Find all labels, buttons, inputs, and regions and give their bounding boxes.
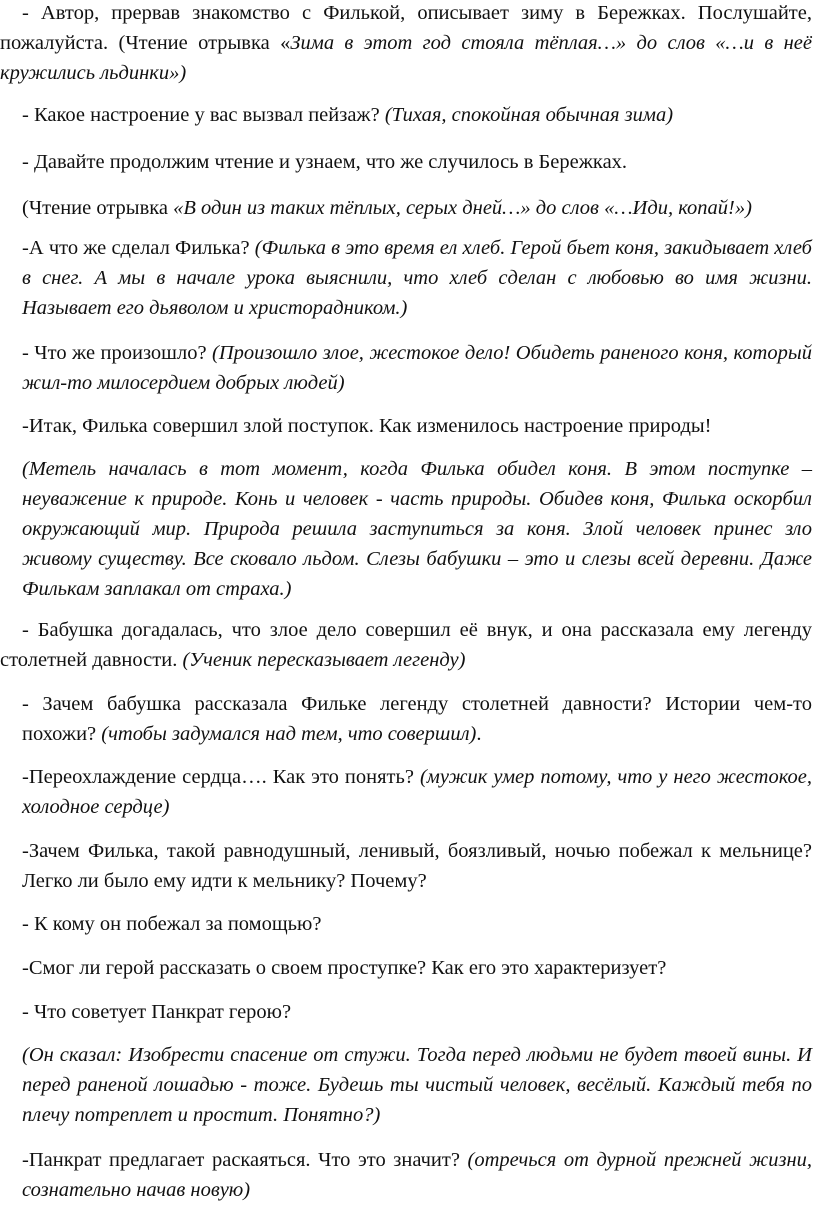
italic-text-run: (Филька в это время ел хлеб. Герой бьет коня, закидывает хлеб в снег. А мы в начале урока выяснили, что хлеб сделан с любовью во имя жизни. Называет его дьяволом и христорадником.) xyxy=(22,237,812,319)
text-run: - Зачем бабушка рассказала Фильке легенду столетней давности? Истории чем-то похожи? xyxy=(22,693,812,745)
text-run: -Зачем Филька, такой равнодушный, ленивый, боязливый, ночью побежал к мельнице? Легко ли было ему идти к мельнику? Почему? xyxy=(22,840,812,892)
italic-text-run: «В один из таких тёплых, серых дней…» до слов «…Иди, копай!») xyxy=(173,197,752,219)
paragraph xyxy=(22,997,812,1027)
text-run: -Панкрат предлагает раскаяться. Что это значит? xyxy=(22,1149,468,1171)
paragraph xyxy=(0,0,812,88)
paragraph xyxy=(22,1145,812,1205)
text-run: -Итак, Филька совершил злой поступок. Как изменилось настроение природы! xyxy=(22,415,712,437)
italic-text-run: (мужик умер потому, что у него жестокое, холодное сердце) xyxy=(22,766,812,818)
text-run: -Смог ли герой рассказать о своем проступке? Как его это характеризует? xyxy=(22,957,667,979)
paragraph xyxy=(22,836,812,896)
text-run: . xyxy=(476,723,482,745)
paragraph xyxy=(22,147,812,177)
text-run: - Какое настроение у вас вызвал пейзаж? xyxy=(22,104,385,126)
italic-text-run: Зима в этот год стояла тёплая…» до слов «…и в неё кружились льдинки») xyxy=(0,32,812,84)
italic-text-run: (Ученик пересказывает легенду) xyxy=(182,649,466,671)
paragraph xyxy=(22,193,812,223)
text-run: - Что советует Панкрат герою? xyxy=(22,1001,292,1023)
paragraph xyxy=(22,909,812,939)
text-run: - Что же произошло? xyxy=(22,342,213,364)
paragraph xyxy=(0,615,812,675)
text-run: (Чтение отрывка xyxy=(22,197,174,219)
italic-text-run: (Тихая, спокойная обычная зима) xyxy=(384,104,674,126)
paragraph xyxy=(22,953,812,983)
paragraph xyxy=(22,454,812,604)
paragraph xyxy=(22,762,812,822)
text-run: -Переохлаждение сердца…. Как это понять? xyxy=(22,766,420,788)
text-run: - Бабушка догадалась, что злое дело совершил её внук, и она рассказала ему легенду столетней давности. xyxy=(0,619,812,671)
italic-text-run: (Он сказал: Изобрести спасение от стужи. Тогда перед людьми не будет твоей вины. И перед раненой лошадью - тоже. Будешь ты чистый человек, весёлый. Каждый тебя по плечу потреплет и простит. Понятно?) xyxy=(22,1044,812,1126)
text-run: - Давайте продолжим чтение и узнаем, что же случилось в Бережках. xyxy=(22,151,628,173)
paragraph xyxy=(22,1040,812,1130)
italic-text-run: (отречься от дурной прежней жизни, сознательно начав новую) xyxy=(22,1149,812,1201)
paragraph xyxy=(22,233,812,323)
italic-text-run: (Метель началась в тот момент, когда Филька обидел коня. В этом поступке – неуважение к природе. Конь и человек - часть природы. Обидев коня, Филька оскорбил окружающий мир. Природа решила заступиться за коня. Злой человек принес зло живому существу. Все сковало льдом. Слезы бабушки – это и слезы всей деревни. Даже Филькам заплакал от страха.) xyxy=(22,458,812,600)
paragraph xyxy=(22,338,812,398)
paragraph xyxy=(22,411,812,441)
italic-text-run: (чтобы задумался над тем, что совершил) xyxy=(101,723,477,745)
paragraph xyxy=(22,100,812,130)
text-run: - К кому он побежал за помощью? xyxy=(22,913,322,935)
text-run: -А что же сделал Филька? xyxy=(22,237,255,259)
italic-text-run: (Произошло злое, жестокое дело! Обидеть раненого коня, который жил-то милосердием добрых людей) xyxy=(22,342,812,394)
paragraph xyxy=(22,689,812,749)
text-run: - Автор, прервав знакомство с Филькой, описывает зиму в Бережках. Послушайте, пожалуйста. (Чтение отрывка « xyxy=(0,2,812,54)
